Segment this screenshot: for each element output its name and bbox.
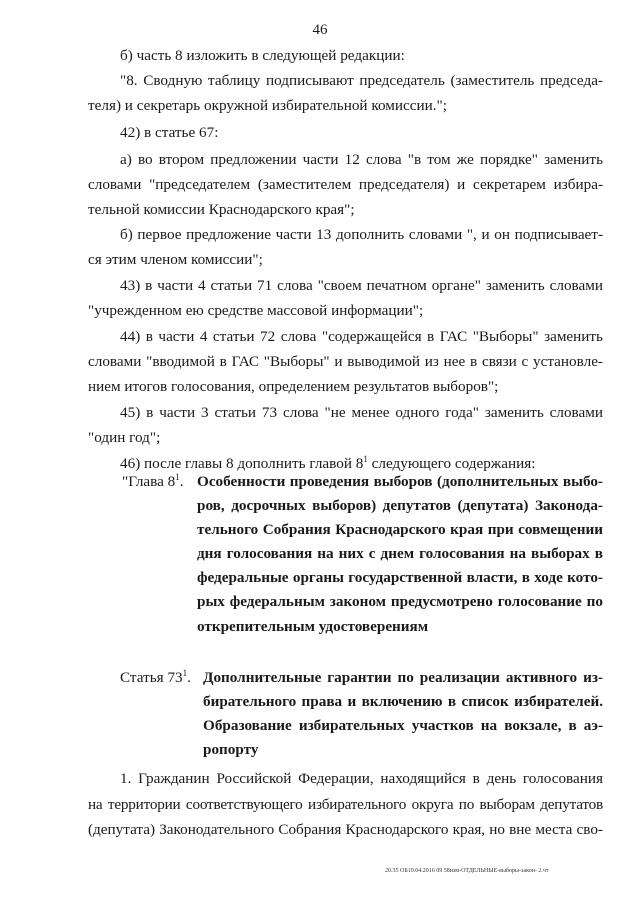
text-line: тельной комиссии Краснодарского края"; (88, 201, 355, 218)
chapter-title-line: открепительным удостоверениям (197, 618, 429, 635)
chapter-title-line: рых федеральным законом предусмотрено голосование по (197, 593, 603, 610)
text-line: б) первое предложение части 13 дополнить словами ", и он подписывает- (120, 226, 603, 243)
text-line: (депутата) Законодательного Собрания Краснодарского края, но вне места сво- (88, 821, 603, 838)
text-line: "один год"; (88, 429, 161, 446)
text-line: "8. Сводную таблицу подписывают председатель (заместитель председа- (120, 72, 603, 89)
text-line: 44) в части 4 статьи 72 слова "содержащейся в ГАС "Выборы" заменить (120, 328, 603, 345)
chapter-title-line: Особенности проведения выборов (дополнительных выбо- (197, 473, 603, 490)
text-line: 1. Гражданин Российской Федерации, находящийся в день голосования (120, 770, 603, 787)
footer-stamp: 20.35 ОБ19.04.2016 09 58изм-ОТДЕЛЬНЫЕ-выборы-закон- 2.чт (385, 868, 549, 874)
text-line: 46) после главы 8 дополнить главой $8^1$ следующего содержания: (120, 454, 536, 472)
text-line: 45) в части 3 статьи 73 слова "не менее одного года" заменить словами (120, 404, 603, 421)
article-title-line: Дополнительные гарантии по реализации активного из- (203, 669, 603, 686)
text-line: словами "вводимой в ГАС "Выборы" и выводимой из нее в связи с установле- (88, 353, 603, 370)
text-line: б) часть 8 изложить в следующей редакции: (120, 47, 405, 64)
text-line: теля) и секретарь окружной избирательной комиссии."; (88, 97, 447, 114)
chapter-title-line: федеральные органы государственной власти, в ходе кото- (197, 569, 603, 586)
text-line: а) во втором предложении части 12 слова "в том же порядке" заменить (120, 151, 603, 168)
text-line: 43) в части 4 статьи 71 слова "своем печатном органе" заменить словами (120, 277, 603, 294)
article-title-line: бирательного права и включению в список избирателей. (203, 693, 603, 710)
article-title-line: ропорту (203, 741, 259, 758)
text-line: 42) в статье 67: (120, 124, 219, 141)
text-line: нием итогов голосования, определением результатов выборов"; (88, 378, 499, 395)
page-number: 46 (312, 22, 328, 38)
chapter-title-line: тельного Собрания Краснодарского края при совмещении (197, 521, 603, 538)
text-line: "учрежденном ею средстве массовой информации"; (88, 302, 424, 319)
chapter-title-line: ров, досрочных выборов) депутатов (депутата) Законода- (197, 497, 603, 514)
text-line: ся этим членом комиссии"; (88, 251, 263, 268)
article-heading-prefix: Статья $73^1$. (120, 668, 191, 686)
chapter-title-line: дня голосования на них с днем голосования на выборах в (197, 545, 603, 562)
text-line: на территории соответствующего избирательного округа по выборам депутатов (88, 796, 603, 813)
chapter-heading-prefix: "Глава $8^1$. (122, 472, 184, 490)
text-line: словами "председателем (заместителем председателя) и секретарем избира- (88, 176, 603, 193)
article-title-line: Образование избирательных участков на вокзале, в аэ- (203, 717, 603, 734)
